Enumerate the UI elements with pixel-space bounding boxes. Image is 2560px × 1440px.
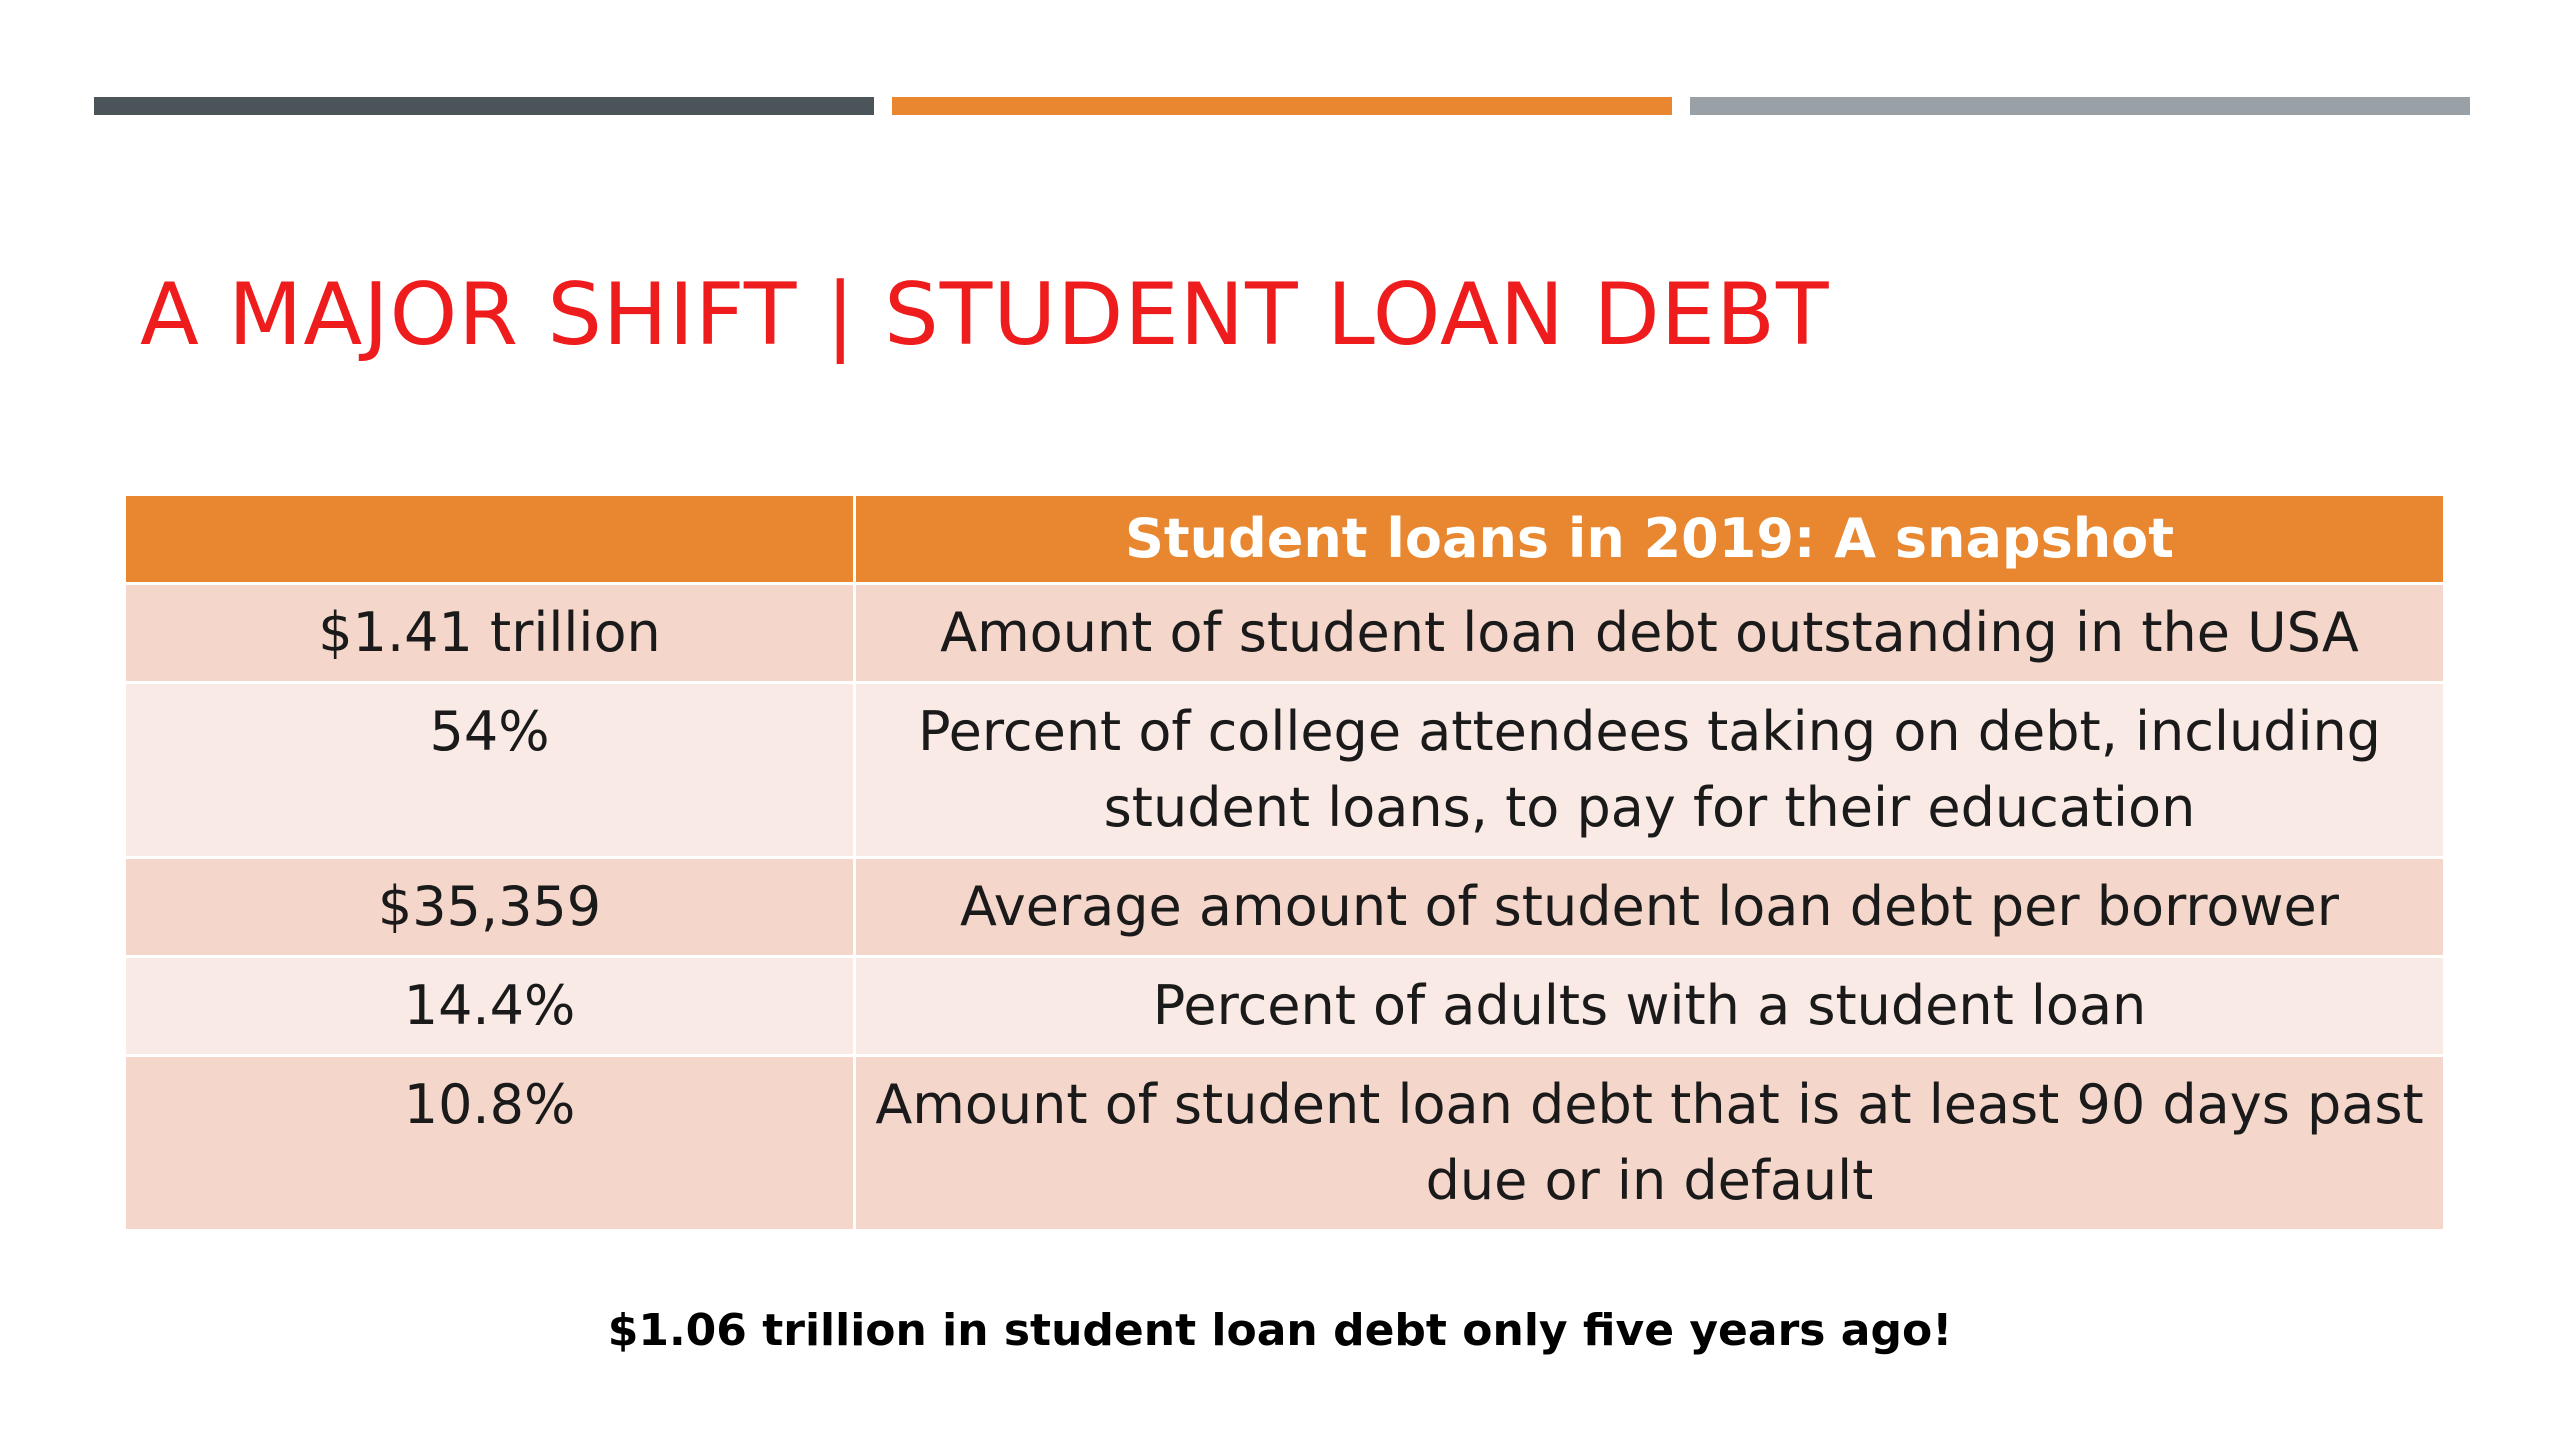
row-value: 10.8%: [125, 1056, 855, 1231]
row-description: Percent of adults with a student loan: [855, 957, 2445, 1056]
header-cell-title: Student loans in 2019: A snapshot: [855, 495, 2445, 584]
snapshot-table: [123, 493, 2446, 1232]
row-value: 54%: [125, 683, 855, 858]
slide-title: A MAJOR SHIFT | STUDENT LOAN DEBT: [140, 265, 1830, 365]
table-row: [125, 957, 2445, 1056]
row-description: Percent of college attendees taking on debt, including student loans, to pay for their education: [855, 683, 2445, 858]
footnote: $1.06 trillion in student loan debt only five years ago!: [607, 1305, 1953, 1356]
row-value: $35,359: [125, 858, 855, 957]
row-value: $1.41 trillion: [125, 584, 855, 683]
table-header-row: [125, 495, 2445, 584]
header-cell-empty: [125, 495, 855, 584]
top-accent-bar-gray: [1690, 97, 2470, 115]
table-row: [125, 683, 2445, 858]
table-row: [125, 858, 2445, 957]
top-accent-bar-orange: [892, 97, 1672, 115]
row-value: 14.4%: [125, 957, 855, 1056]
row-description: Amount of student loan debt outstanding in the USA: [855, 584, 2445, 683]
table-row: [125, 1056, 2445, 1231]
row-description: Amount of student loan debt that is at least 90 days past due or in default: [855, 1056, 2445, 1231]
top-accent-bar-dark: [94, 97, 874, 115]
row-description: Average amount of student loan debt per borrower: [855, 858, 2445, 957]
table-row: [125, 584, 2445, 683]
